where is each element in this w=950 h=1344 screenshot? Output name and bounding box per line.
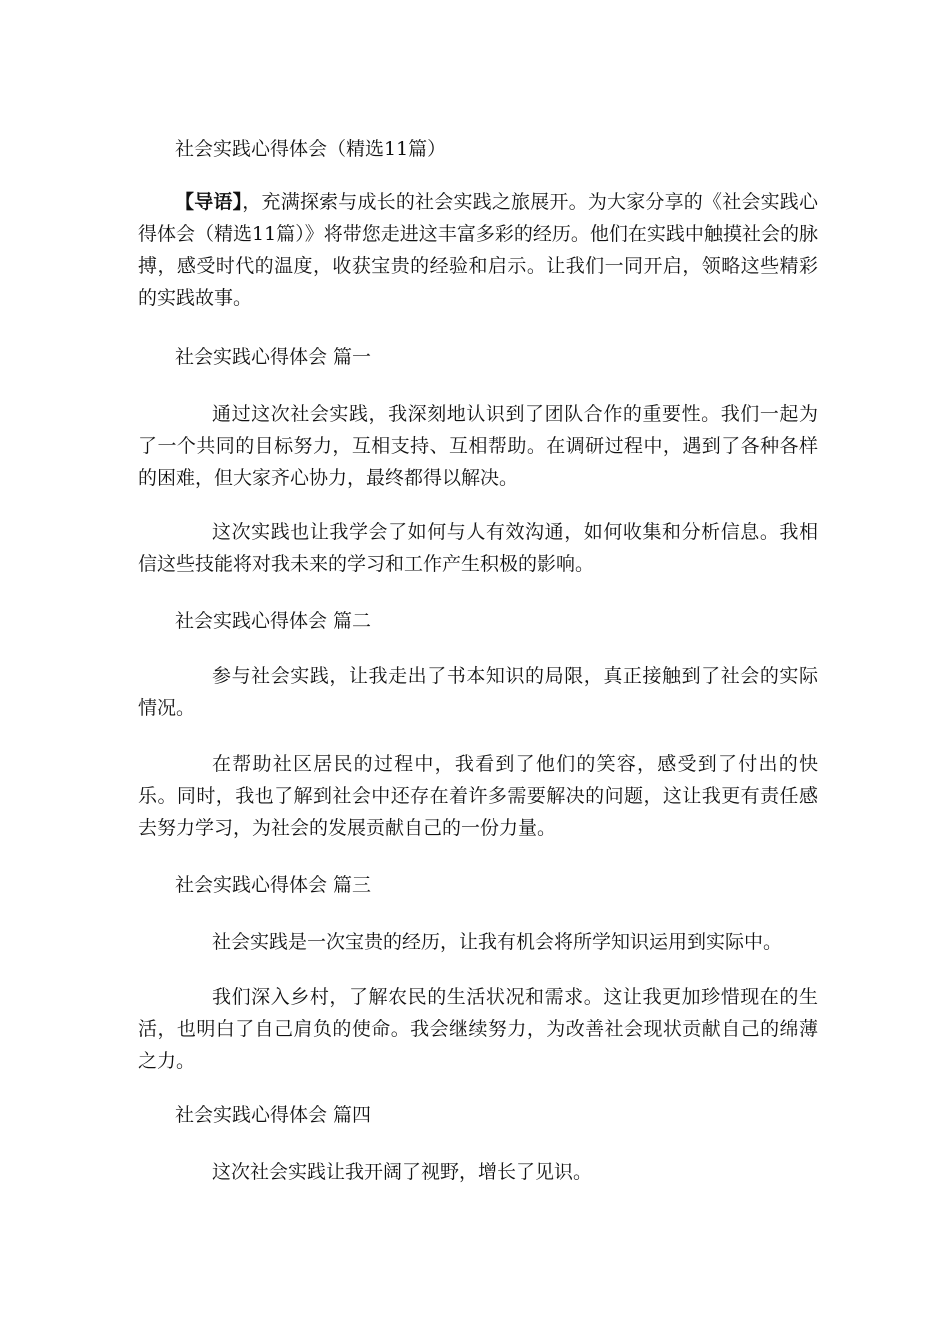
section-heading-1: 社会实践心得体会 篇一 (175, 346, 372, 368)
section-heading-2: 社会实践心得体会 篇二 (175, 610, 372, 632)
section-3-paragraph-1: 社会实践是一次宝贵的经历，让我有机会将所学知识运用到实际中。 (212, 931, 783, 953)
intro-paragraph (138, 186, 818, 314)
section-heading-3: 社会实践心得体会 篇三 (175, 874, 372, 896)
section-heading-4: 社会实践心得体会 篇四 (175, 1104, 372, 1126)
section-3-paragraph-2: 我们深入乡村，了解农民的生活状况和需求。这让我更加珍惜现在的生活，也明白了自己肩负的使命。我会继续努力，为改善社会现状贡献自己的绵薄之力。 (138, 986, 818, 1072)
intro-lead: 【导语】 (175, 191, 243, 213)
section-2-paragraph-1: 参与社会实践，让我走出了书本知识的局限，真正接触到了社会的实际情况。 (138, 665, 818, 719)
intro-text: ，充满探索与成长的社会实践之旅展开。为大家分享的《社会实践心得体会（精选11篇）》将带您走进这丰富多彩的经历。他们在实践中触摸社会的脉搏，感受时代的温度，收获宝贵的经验和启示。让我们一同开启，领略这些精彩的实践故事。 (138, 191, 818, 309)
section-1-paragraph-1: 通过这次社会实践，我深刻地认识到了团队合作的重要性。我们一起为了一个共同的目标努力，互相支持、互相帮助。在调研过程中，遇到了各种各样的困难，但大家齐心协力，最终都得以解决。 (138, 403, 818, 489)
section-2-paragraph-2: 在帮助社区居民的过程中，我看到了他们的笑容，感受到了付出的快乐。同时，我也了解到社会中还存在着许多需要解决的问题，这让我更有责任感去努力学习，为社会的发展贡献自己的一份力量。 (138, 753, 818, 839)
document-title: 社会实践心得体会（精选11篇） (175, 138, 447, 160)
section-1-paragraph-2: 这次实践也让我学会了如何与人有效沟通，如何收集和分析信息。我相信这些技能将对我未来的学习和工作产生积极的影响。 (138, 521, 818, 575)
section-4-paragraph-1: 这次社会实践让我开阔了视野，增长了见识。 (212, 1161, 593, 1183)
